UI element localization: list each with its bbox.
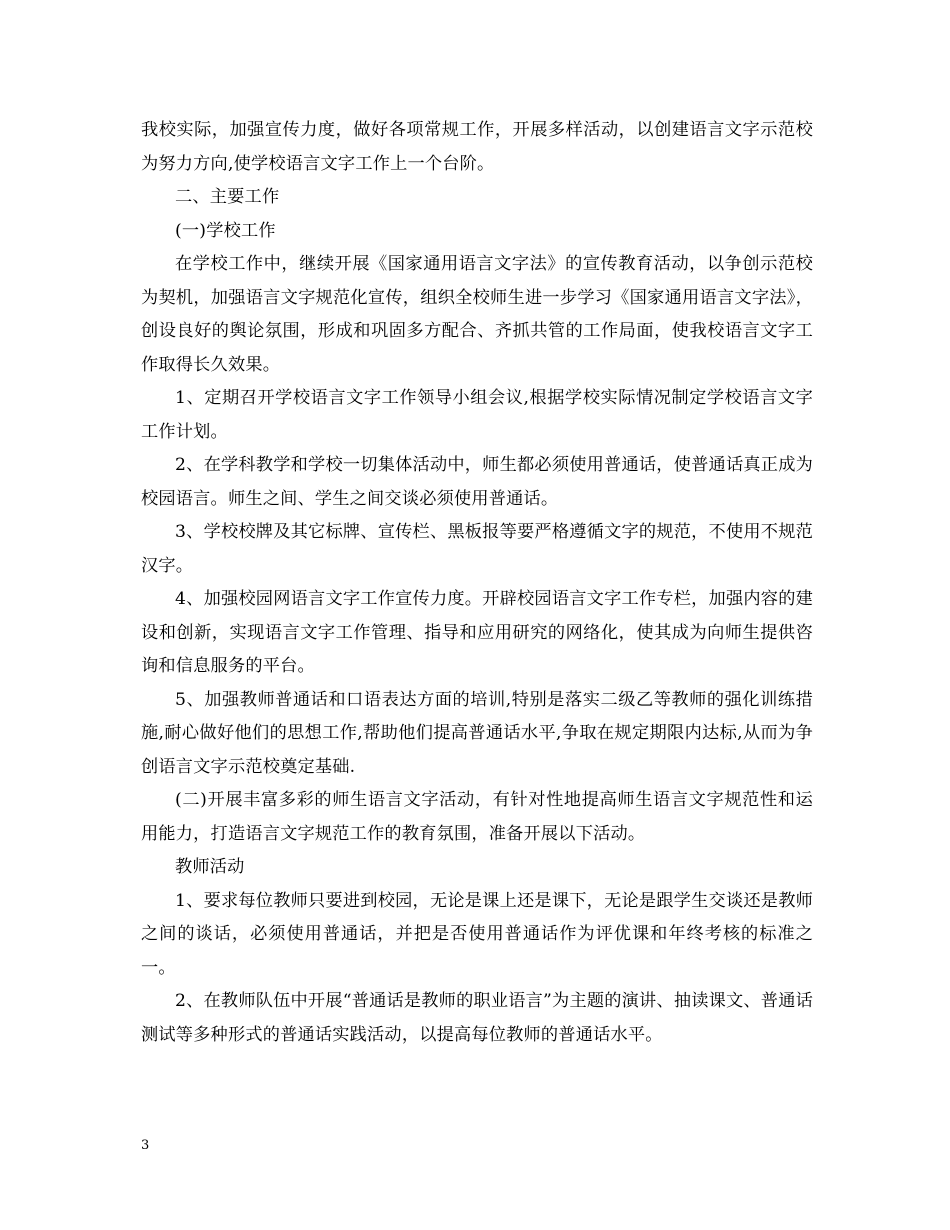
- list-item: 4、加强校园网语言文字工作宣传力度。开辟校园语言文字工作专栏，加强内容的建设和创新，实现语言文字工作管理、指导和应用研究的网络化，使其成为向师生提供咨询和信息服务的平台。: [141, 589, 813, 676]
- list-item: 1、要求每位教师只要进到校园，无论是课上还是课下，无论是跟学生交谈还是教师之间的谈话，必须使用普通话，并把是否使用普通话作为评优课和年终考核的标准之一。: [141, 890, 813, 978]
- list-item: 3、学校校牌及其它标牌、宣传栏、黑板报等要严格遵循文字的规范，不使用不规范汉字。: [141, 522, 813, 576]
- section-label: 教师活动: [175, 857, 245, 877]
- subsection-heading: (二)开展丰富多彩的师生语言文字活动，有针对性地提高师生语言文字规范性和运用能力，打造语言文字规范工作的教育氛围，准备开展以下活动。: [141, 790, 813, 844]
- list-item: 5、加强教师普通话和口语表达方面的培训,特别是落实二级乙等教师的强化训练措施,耐心做好他们的思想工作,帮助他们提高普通话水平,争取在规定期限内达标,从而为争创语言文字示范校奠定基础.: [141, 689, 813, 777]
- document-body: [141, 114, 813, 1052]
- list-item: 2、在教师队伍中开展“普通话是教师的职业语言”为主题的演讲、抽读课文、普通话测试等多种形式的普通话实践活动，以提高每位教师的普通话水平。: [141, 991, 813, 1045]
- subsection-heading: (一)学校工作: [175, 220, 276, 241]
- section-heading: 二、主要工作: [175, 187, 280, 207]
- paragraph: 在学校工作中，继续开展《国家通用语言文字法》的宣传教育活动，以争创示范校为契机，加强语言文字规范化宣传，组织全校师生进一步学习《国家通用语言文字法》，创设良好的舆论氛围，形成和巩固多方配合、齐抓共管的工作局面，使我校语言文字工作取得长久效果。: [141, 254, 813, 375]
- page-number: 3: [141, 1138, 150, 1153]
- list-item: 1、定期召开学校语言文字工作领导小组会议,根据学校实际情况制定学校语言文字工作计划。: [141, 388, 813, 442]
- paragraph: 我校实际，加强宣传力度，做好各项常规工作，开展多样活动，以创建语言文字示范校为努力方向,使学校语言文字工作上一个台阶。: [141, 120, 813, 174]
- list-item: 2、在学科教学和学校一切集体活动中，师生都必须使用普通话，使普通话真正成为校园语言。师生之间、学生之间交谈必须使用普通话。: [141, 455, 813, 509]
